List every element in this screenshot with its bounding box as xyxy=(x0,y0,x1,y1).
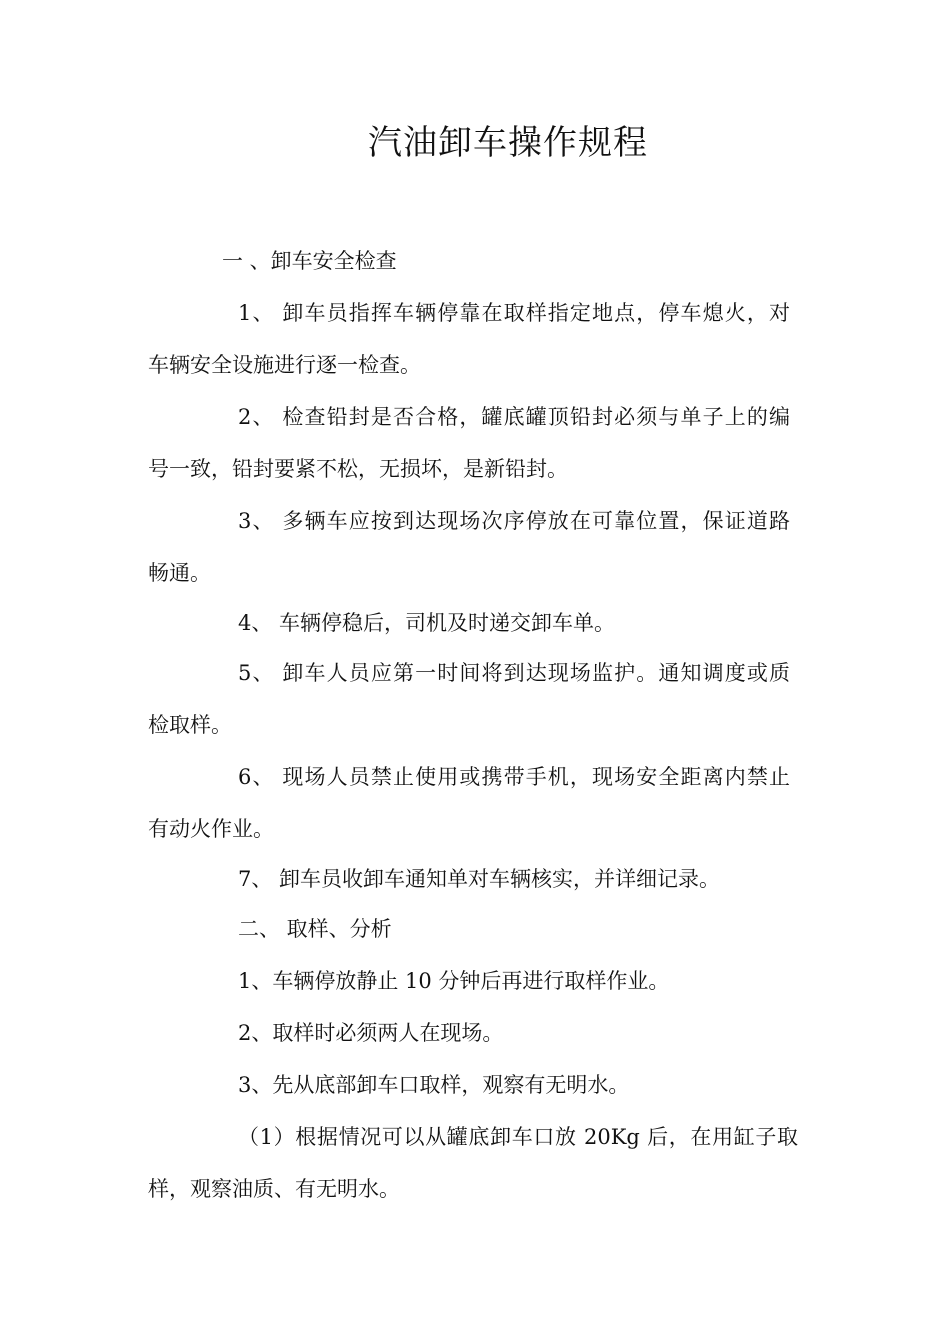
paragraph-line: 6、 现场人员禁止使用或携带手机，现场安全距离内禁止 xyxy=(238,765,790,789)
paragraph-line: 畅通。 xyxy=(148,561,211,585)
paragraph-line: 3、先从底部卸车口取样，观察有无明水。 xyxy=(238,1073,630,1097)
document-title: 汽油卸车操作规程 xyxy=(368,123,648,163)
paragraph-line: 1、 卸车员指挥车辆停靠在取样指定地点，停车熄火，对 xyxy=(238,301,790,325)
section-heading-2: 二、 取样、分析 xyxy=(238,917,392,941)
paragraph-line: 5、 卸车人员应第一时间将到达现场监护。通知调度或质 xyxy=(238,661,790,685)
paragraph-line: 有动火作业。 xyxy=(148,817,274,841)
paragraph-line: 1、车辆停放静止 10 分钟后再进行取样作业。 xyxy=(238,969,670,993)
paragraph-line: 样，观察油质、有无明水。 xyxy=(148,1177,400,1201)
paragraph-line: 2、取样时必须两人在现场。 xyxy=(238,1021,504,1045)
paragraph-line: 号一致，铅封要紧不松，无损坏，是新铅封。 xyxy=(148,457,568,481)
paragraph-line: （1）根据情况可以从罐底卸车口放 20Kg 后，在用缸子取 xyxy=(238,1125,798,1149)
paragraph-line: 2、 检查铅封是否合格，罐底罐顶铅封必须与单子上的编 xyxy=(238,405,790,429)
paragraph-line: 3、 多辆车应按到达现场次序停放在可靠位置，保证道路 xyxy=(238,509,790,533)
paragraph-line: 检取样。 xyxy=(148,713,232,737)
paragraph-line: 4、 车辆停稳后，司机及时递交卸车单。 xyxy=(238,611,616,635)
paragraph-line: 车辆安全设施进行逐一检查。 xyxy=(148,353,421,377)
section-heading-1: 一 、卸车安全检查 xyxy=(222,249,397,273)
paragraph-line: 7、 卸车员收卸车通知单对车辆核实，并详细记录。 xyxy=(238,867,721,891)
